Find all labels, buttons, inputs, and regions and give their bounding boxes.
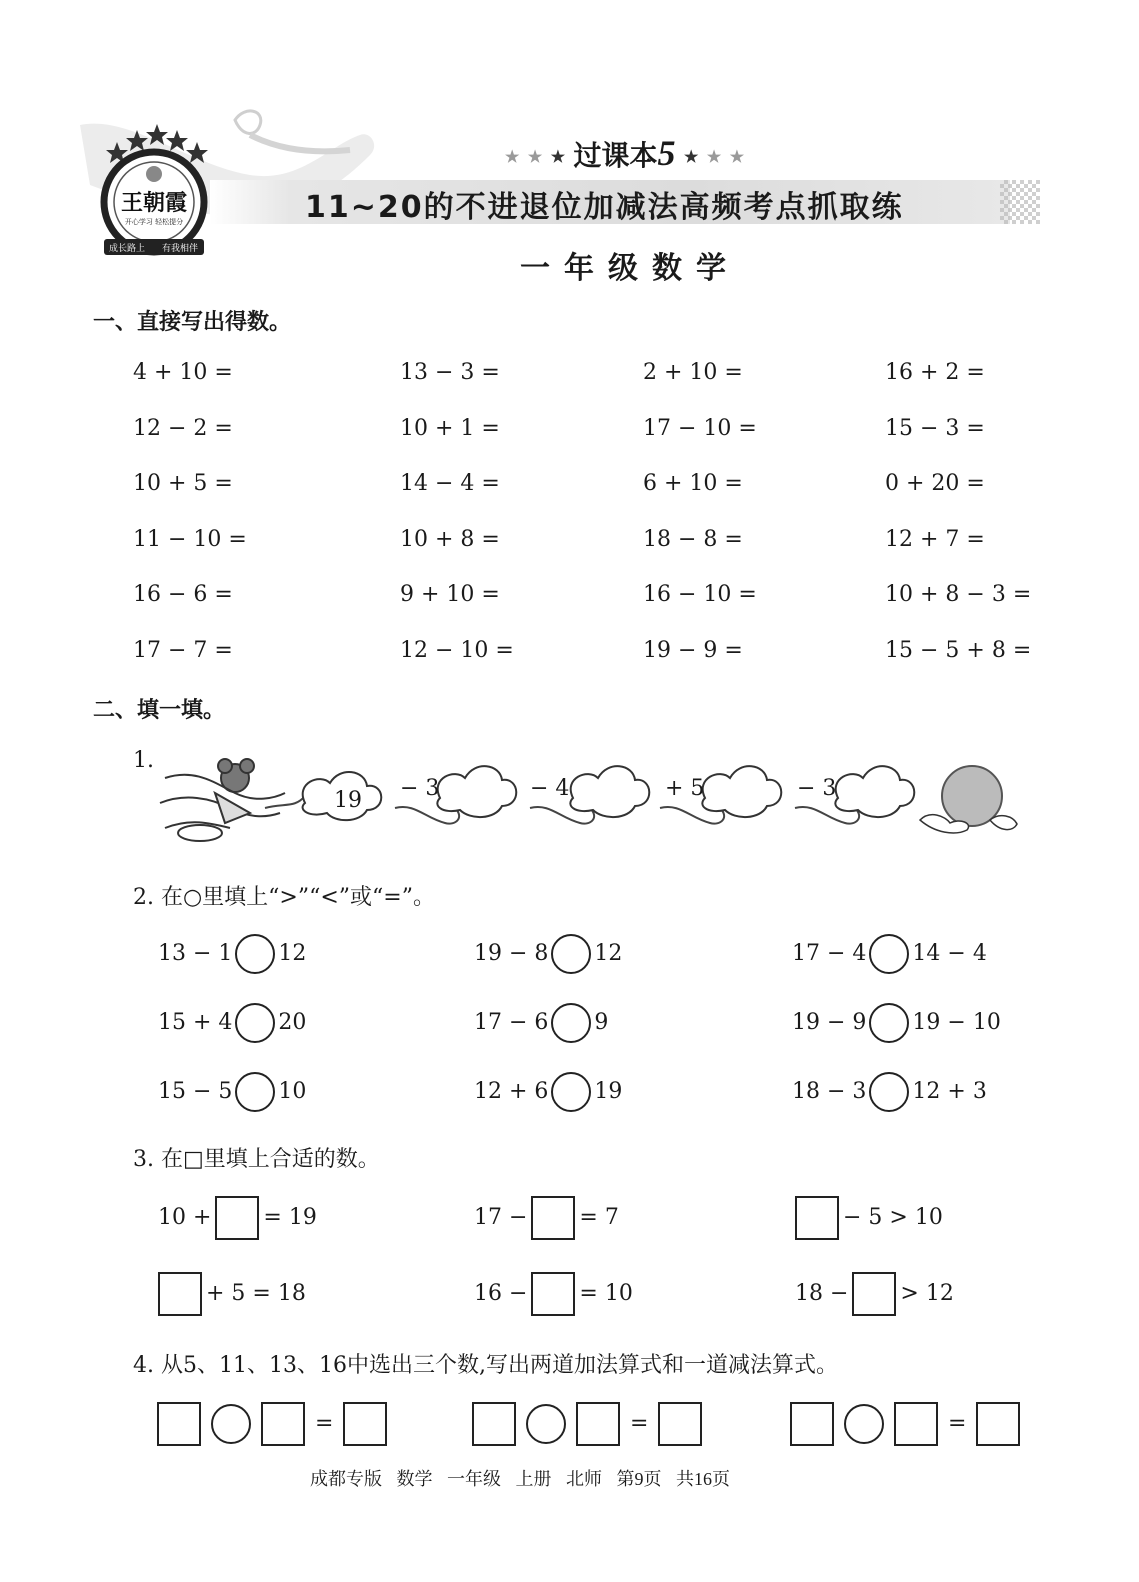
compare-left: 19 − 9 (792, 1010, 867, 1035)
compare-right: 19 − 10 (912, 1010, 1001, 1035)
ribbon-line (250, 135, 350, 151)
compare-answer-circle[interactable] (235, 1072, 275, 1112)
fill-answer-box[interactable] (531, 1196, 575, 1240)
fill-box-item (474, 1272, 633, 1316)
arithmetic-problem: 0 + 20 = (885, 471, 985, 496)
title-banner-pattern (1000, 180, 1040, 224)
q3-label: 3. 在□里填上合适的数。 (133, 1147, 380, 1172)
star-icon: ★ (505, 149, 520, 167)
star-icon (186, 142, 208, 163)
fill-box-suffix: = 10 (579, 1281, 633, 1306)
equation-template (157, 1402, 387, 1446)
section1-heading: 一、直接写出得数。 (93, 310, 292, 335)
compare-item (474, 934, 622, 974)
star-icon: ★ (550, 149, 566, 167)
compare-left: 15 − 5 (158, 1079, 233, 1104)
arithmetic-problem: 17 − 10 = (643, 415, 757, 441)
fill-answer-box[interactable] (531, 1272, 575, 1316)
compare-left: 19 − 8 (474, 941, 549, 966)
q1-op-2: − 4 (530, 776, 570, 801)
compare-answer-circle[interactable] (551, 934, 591, 974)
fill-answer-box[interactable] (852, 1272, 896, 1316)
operator-circle[interactable] (526, 1404, 566, 1444)
brand-logo (92, 122, 217, 267)
compare-item (792, 1003, 1001, 1043)
equation-template (790, 1402, 1020, 1446)
compare-right: 10 (278, 1079, 307, 1104)
fill-box-item (795, 1272, 954, 1316)
equals-sign: = (948, 1411, 967, 1436)
equals-sign: = (315, 1411, 334, 1436)
arithmetic-problem: 10 + 1 = (400, 415, 500, 441)
compare-answer-circle[interactable] (551, 1072, 591, 1112)
compare-item (474, 1072, 622, 1112)
star-icon (126, 130, 148, 151)
compare-answer-circle[interactable] (235, 934, 275, 974)
q2-label: 2. 在○里填上“>”“<”或“=”。 (133, 885, 435, 910)
q1-op-1: − 3 (400, 776, 440, 801)
fill-box-item (158, 1272, 306, 1316)
result-box[interactable] (658, 1402, 702, 1446)
star-icon: ★ (729, 149, 745, 167)
arithmetic-problem: 10 + 5 = (133, 471, 233, 496)
arithmetic-problem: 12 − 2 = (133, 415, 233, 441)
compare-item (158, 934, 306, 974)
arithmetic-problem: 12 − 10 = (400, 637, 514, 663)
logo-brand: 王朝霞 (120, 190, 188, 216)
page-title: 11~20的不进退位加减法高频考点抓取练 (305, 190, 904, 225)
fairy-girl-icon (160, 759, 285, 841)
heart-ribbon (235, 111, 261, 134)
arithmetic-problem: 6 + 10 = (643, 471, 743, 496)
equals-sign: = (630, 1411, 649, 1436)
q1-label: 1. (133, 748, 154, 773)
compare-right: 20 (278, 1010, 307, 1035)
arithmetic-problem: 9 + 10 = (400, 582, 500, 607)
compare-answer-circle[interactable] (869, 1003, 909, 1043)
compare-right: 12 + 3 (912, 1079, 987, 1104)
compare-right: 14 − 4 (912, 941, 987, 966)
star-icon: ★ (527, 149, 543, 167)
compare-left: 12 + 6 (474, 1079, 549, 1104)
arithmetic-problem: 10 + 8 − 3 = (885, 582, 1032, 607)
fill-box-suffix: = 19 (263, 1205, 317, 1230)
compare-right: 9 (594, 1010, 609, 1035)
compare-item (792, 934, 987, 974)
fill-answer-box[interactable] (158, 1272, 202, 1316)
fill-box-prefix: 10 + (158, 1205, 212, 1230)
q1-start-value: 19 (334, 788, 362, 813)
number-box[interactable] (790, 1402, 834, 1446)
compare-item (158, 1072, 306, 1112)
compare-item (792, 1072, 987, 1112)
number-box[interactable] (576, 1402, 620, 1446)
arithmetic-problem: 12 + 7 = (885, 526, 985, 552)
arithmetic-problem: 4 + 10 = (133, 360, 233, 385)
compare-right: 12 (278, 941, 307, 966)
section2-heading: 二、填一填。 (93, 698, 226, 723)
star-icon: ★ (706, 149, 722, 167)
compare-answer-circle[interactable] (869, 934, 909, 974)
operator-circle[interactable] (844, 1404, 884, 1444)
q1-op-3: + 5 (665, 776, 705, 801)
compare-left: 13 − 1 (158, 941, 233, 966)
star-icon: ★ (684, 149, 699, 167)
compare-item (158, 1003, 306, 1043)
compare-answer-circle[interactable] (551, 1003, 591, 1043)
result-box[interactable] (343, 1402, 387, 1446)
cloud-1 (265, 772, 381, 820)
compare-answer-circle[interactable] (235, 1003, 275, 1043)
arithmetic-problem: 13 − 3 = (400, 360, 500, 385)
compare-left: 15 + 4 (158, 1010, 233, 1035)
number-box[interactable] (157, 1402, 201, 1446)
arithmetic-problem: 10 + 8 = (400, 526, 500, 552)
number-box[interactable] (472, 1402, 516, 1446)
page-footer: 成都专版 数学 一年级 上册 北师 第9页 共16页 (310, 1469, 730, 1489)
q4-label: 4. 从5、11、13、16中选出三个数,写出两道加法算式和一道减法算式。 (133, 1353, 838, 1378)
fill-box-prefix: 17 − (474, 1205, 528, 1230)
arithmetic-problem: 14 − 4 = (400, 471, 500, 496)
fill-box-prefix: 16 − (474, 1281, 528, 1306)
compare-left: 18 − 3 (792, 1079, 867, 1104)
subject-title: 一年级数学 (520, 251, 740, 286)
fill-box-item (795, 1196, 943, 1240)
fill-box-item (158, 1196, 317, 1240)
logo-ribbon-left: 成长路上 (108, 244, 146, 254)
arithmetic-problem: 2 + 10 = (643, 360, 743, 385)
compare-right: 19 (594, 1079, 623, 1104)
lesson-number: 5 (657, 133, 676, 173)
lesson-badge-text: 过课本 (573, 139, 658, 172)
fill-answer-box[interactable] (215, 1196, 259, 1240)
q1-op-4: − 3 (797, 776, 837, 801)
operator-circle[interactable] (211, 1404, 251, 1444)
arithmetic-problem: 19 − 9 = (643, 637, 743, 663)
arithmetic-problem: 15 − 5 + 8 = (885, 637, 1032, 663)
arithmetic-problem: 18 − 8 = (643, 526, 743, 552)
number-box[interactable] (261, 1402, 305, 1446)
fill-box-item (474, 1196, 619, 1240)
arithmetic-problem: 16 + 2 = (885, 360, 985, 385)
arithmetic-problem: 11 − 10 = (133, 526, 247, 552)
arithmetic-problem: 15 − 3 = (885, 415, 985, 441)
result-box[interactable] (976, 1402, 1020, 1446)
compare-left: 17 − 6 (474, 1010, 549, 1035)
logo-ribbon-right: 有我相伴 (161, 244, 199, 254)
fill-answer-box[interactable] (795, 1196, 839, 1240)
arithmetic-problem: 16 − 6 = (133, 582, 233, 607)
arithmetic-problem: 16 − 10 = (643, 582, 757, 607)
fill-box-suffix: − 5 > 10 (843, 1205, 943, 1230)
logo-tagline: 开心学习 轻松提分 (124, 218, 184, 226)
number-box[interactable] (894, 1402, 938, 1446)
portrait-icon (146, 166, 162, 182)
star-icon (146, 124, 168, 145)
fill-box-prefix: 18 − (795, 1281, 849, 1306)
compare-answer-circle[interactable] (869, 1072, 909, 1112)
compare-right: 12 (594, 941, 623, 966)
fill-box-suffix: > 12 (900, 1281, 954, 1306)
fill-box-suffix: = 7 (579, 1205, 619, 1230)
q1-cloud-chain (155, 748, 1025, 848)
fill-box-suffix: + 5 = 18 (206, 1281, 306, 1306)
compare-left: 17 − 4 (792, 941, 867, 966)
compare-item (474, 1003, 608, 1043)
lesson-badge (505, 132, 744, 174)
moon-icon (920, 766, 1017, 833)
star-icon (166, 130, 188, 151)
arithmetic-problem: 17 − 7 = (133, 637, 233, 663)
equation-template (472, 1402, 702, 1446)
